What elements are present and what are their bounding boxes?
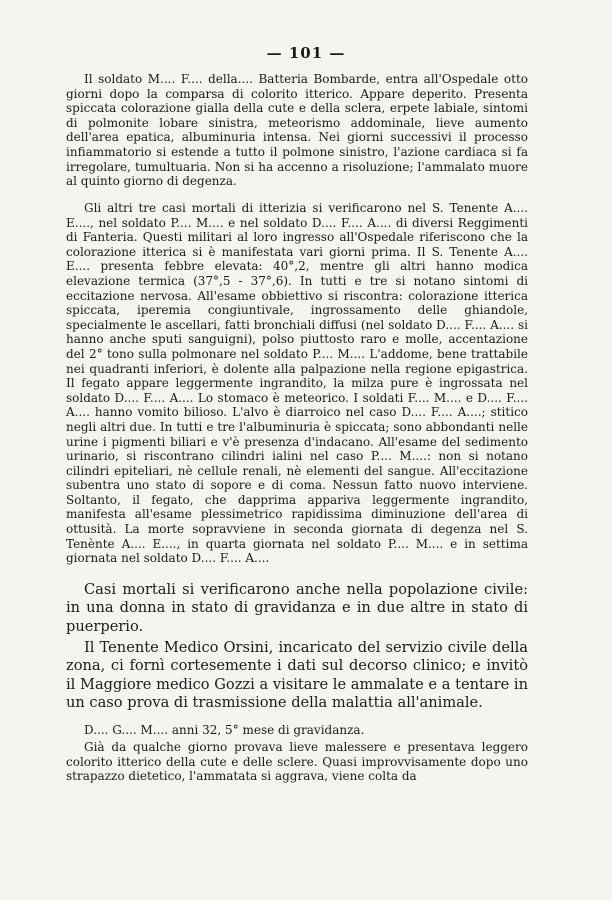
paragraph-other-fatal-cases: Gli altri tre casi mortali di itterizia si verificarono nel S. Tenente A.... E...., nel soldato P.... M.... e nel soldato D.... F.... A.... di diversi Reggimenti di Fanteria. Questi militari al loro ingresso all'Ospedale riferiscono che la colorazione itterica si è manifestata vari giorni prima. Il S. Tenente A.... E.... presenta febbre elevata: 40°,2, mentre gli altri hanno modica elevazione termica (37°,5 - 37°,6). In tutti e tre si notano sintomi di eccitazione nervosa. All'esame obbiettivo si riscontra: colorazione itterica spiccata, iperemia congiuntivale, ingrossamento delle ghiandole, specialmente le ascellari, fatti bronchiali diffusi (nel soldato D.... F.... A.... si hanno anche sputi sanguigni), polso piuttosto raro e molle, accentazione del 2° tono sulla polmonare nel soldato P.... M.... L'addome, bene trattabile nei quadranti inferiori, è dolente alla palpazione nella regione epigastrica. Il fegato appare leggermente ingrandito, la milza pure è ingrossata nel soldato D.... F.... A.... Lo stomaco è meteorico. I soldati F.... M.... e D.... F.... A.... hanno vomito bilioso. L'alvo è diarroico nel caso D.... F.... A....; stitico negli altri due. In tutti e tre l'albuminuria è spiccata; sono abbondanti nelle urine i pigmenti biliari e v'è presenza d'indacano. All'esame del sedimento urinario, si riscontrano cilindri ialini nel caso P.... M....: non si notano cilindri epiteliari, nè cellule renali, nè elementi del sangue. All'eccitazione subentra uno stato di sopore e di coma. Nessun fatto nuovo interviene. Soltanto, il fegato, che dapprima appariva leggermente ingrandito, manifesta all'esame plessimetrico rapidissima diminuzione dell'area di ottusità. La morte sopravviene in seconda giornata di degenza nel S. Tenènte A.... E...., in quarta giornata nel soldato P.... M.... e in settima giornata nel soldato D.... F.... A.... [66, 201, 528, 566]
paragraph-case-description: Già da qualche giorno provava lieve malessere e presentava leggero colorito itterico della cute e delle sclere. Quasi improvvisamente dopo uno strapazzo dietetico, l'ammatata si aggrava, viene colta da [66, 740, 528, 784]
case-heading: D.... G.... M.... anni 32, 5° mese di gravidanza. [84, 723, 365, 737]
page-number: — 101 — [266, 44, 346, 62]
paragraph-civilian-cases: Casi mortali si verificarono anche nella popolazione civile: in una donna in stato di gravidanza e in due altre in stato di puerperio. [66, 581, 528, 635]
paragraph-soldier-case: Il soldato M.... F.... della.... Batteria Bombarde, entra all'Ospedale otto giorni dopo la comparsa di colorito itterico. Appare deperito. Presenta spiccata colorazione gialla della cute e della sclera, erpete labiale, sintomi di polmonite lobare sinistra, meteorismo addominale, lieve aumento dell'area epatica, albuminuria intensa. Nei giorni successivi il processo infiammatorio si estende a tutto il polmone sinistro, l'azione cardiaca si fa irregolare, tumultuaria. Non si ha accenno a risoluzione; l'ammalato muore al quinto giorno di degenza. [66, 72, 528, 189]
paragraph-lieutenant-orsini: Il Tenente Medico Orsini, incaricato del servizio civile della zona, ci fornì cortesemente i dati sul decorso clinico; e invitò il Maggiore medico Gozzi a visitare le ammalate e a tentare in un caso prova di trasmissione della malattia all'animale. [66, 639, 528, 712]
